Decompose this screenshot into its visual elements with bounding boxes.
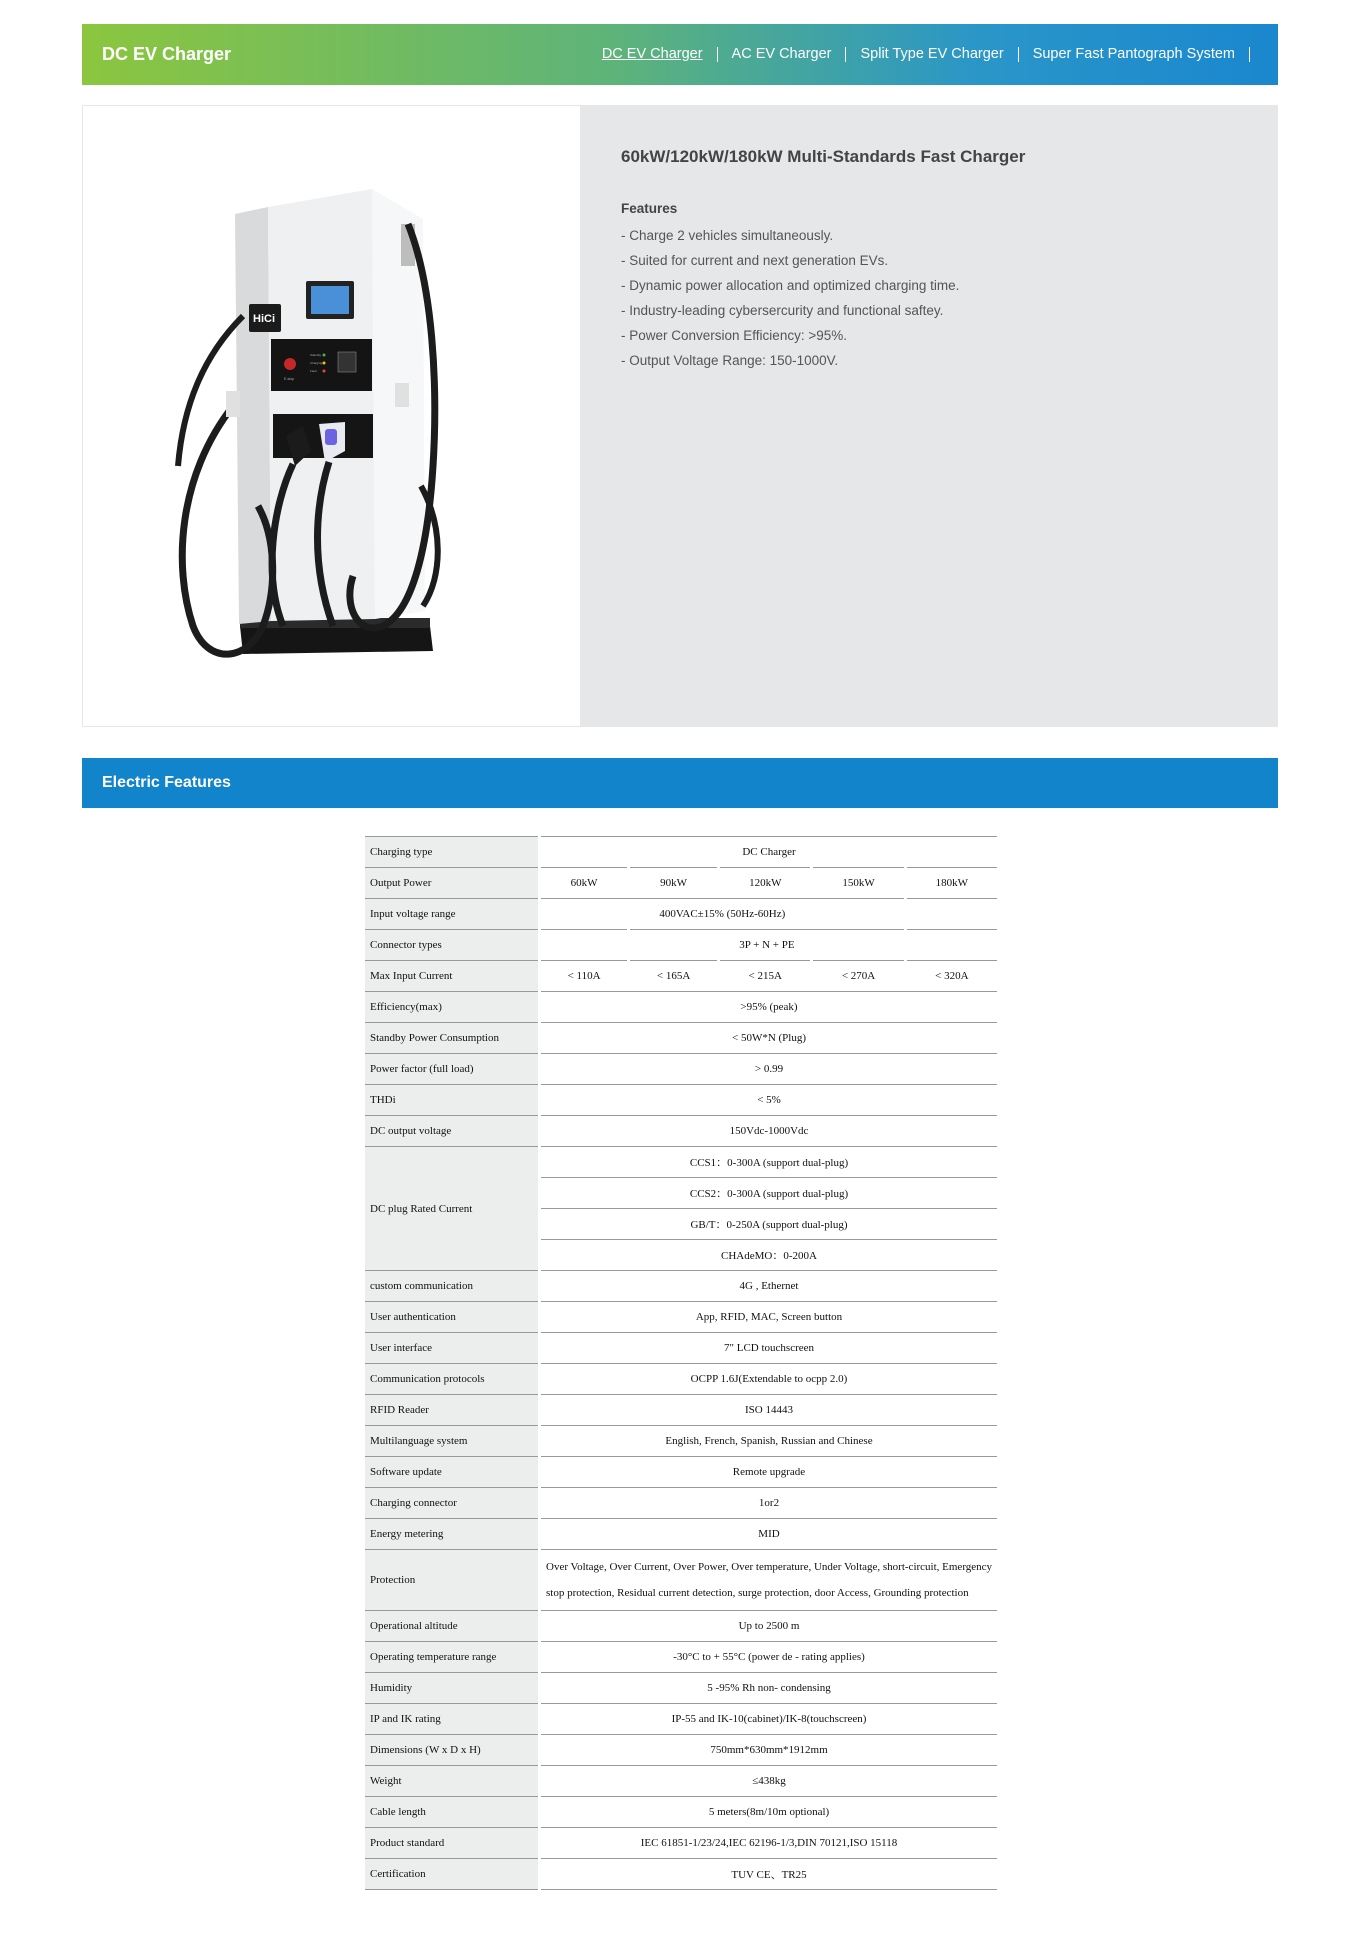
spec-label: RFID Reader bbox=[365, 1394, 538, 1425]
spec-value: 7" LCD touchscreen bbox=[541, 1332, 997, 1363]
table-row bbox=[365, 1456, 997, 1487]
nav-dc-ev-charger[interactable]: DC EV Charger bbox=[588, 47, 718, 62]
svg-text:E-stop: E-stop bbox=[284, 377, 295, 381]
table-row bbox=[365, 1827, 997, 1858]
svg-text:Standby: Standby bbox=[310, 353, 322, 357]
spec-value: 3P + N + PE bbox=[630, 929, 904, 960]
spec-label: Multilanguage system bbox=[365, 1425, 538, 1456]
table-row bbox=[365, 1796, 997, 1827]
spec-value: 1or2 bbox=[541, 1487, 997, 1518]
spec-label: Operational altitude bbox=[365, 1610, 538, 1641]
spec-value-empty bbox=[541, 929, 627, 960]
nav-split-type-ev-charger[interactable]: Split Type EV Charger bbox=[846, 47, 1018, 62]
spec-label: Max Input Current bbox=[365, 960, 538, 991]
table-row bbox=[365, 1363, 997, 1394]
table-row bbox=[365, 1425, 997, 1456]
spec-value: < 165A bbox=[630, 960, 717, 991]
spec-value: CCS1：0-300A (support dual-plug) bbox=[541, 1146, 997, 1177]
category-nav bbox=[588, 47, 1250, 62]
spec-label: Cable length bbox=[365, 1796, 538, 1827]
spec-value: < 320A bbox=[907, 960, 997, 991]
spec-label: Energy metering bbox=[365, 1518, 538, 1549]
table-row bbox=[365, 1084, 997, 1115]
spec-label: Certification bbox=[365, 1858, 538, 1890]
spec-value: Remote upgrade bbox=[541, 1456, 997, 1487]
table-row bbox=[365, 898, 997, 929]
spec-label: Dimensions (W x D x H) bbox=[365, 1734, 538, 1765]
table-row bbox=[365, 867, 997, 898]
product-info bbox=[581, 105, 1278, 727]
spec-label: Connector types bbox=[365, 929, 538, 960]
table-row bbox=[365, 1487, 997, 1518]
table-row bbox=[365, 1146, 997, 1177]
product-title: 60kW/120kW/180kW Multi-Standards Fast Charger bbox=[621, 147, 1026, 166]
spec-label: Input voltage range bbox=[365, 898, 538, 929]
product-overview bbox=[82, 105, 1278, 727]
spec-value: MID bbox=[541, 1518, 997, 1549]
spec-value: 150kW bbox=[813, 867, 903, 898]
spec-value: IEC 61851-1/23/24,IEC 62196-1/3,DIN 70121,ISO 15118 bbox=[541, 1827, 997, 1858]
spec-value: >95% (peak) bbox=[541, 991, 997, 1022]
spec-label: Weight bbox=[365, 1765, 538, 1796]
emergency-stop-icon bbox=[284, 358, 296, 370]
spec-label: Software update bbox=[365, 1456, 538, 1487]
table-row bbox=[365, 1703, 997, 1734]
spec-label: Power factor (full load) bbox=[365, 1053, 538, 1084]
svg-text:Charging: Charging bbox=[310, 361, 323, 365]
table-row bbox=[365, 1641, 997, 1672]
spec-value: CHAdeMO：0-200A bbox=[541, 1239, 997, 1270]
feature-item: - Suited for current and next generation EVs. bbox=[621, 253, 889, 268]
spec-value: 120kW bbox=[720, 867, 810, 898]
spec-value: < 50W*N (Plug) bbox=[541, 1022, 997, 1053]
spec-value: Up to 2500 m bbox=[541, 1610, 997, 1641]
table-row bbox=[365, 1394, 997, 1425]
spec-value: OCPP 1.6J(Extendable to ocpp 2.0) bbox=[541, 1363, 997, 1394]
spec-value: GB/T：0-250A (support dual-plug) bbox=[541, 1208, 997, 1239]
svg-text:Fault: Fault bbox=[310, 369, 317, 373]
table-row bbox=[365, 1022, 997, 1053]
feature-item: - Output Voltage Range: 150-1000V. bbox=[621, 353, 839, 368]
spec-value: Over Voltage, Over Current, Over Power, Over temperature, Under Voltage, short-circuit, Emergency stop protection, Residual current detection, surge protection, door Access, Grounding protection bbox=[541, 1549, 997, 1610]
table-row bbox=[365, 929, 997, 960]
spec-value: IP-55 and IK-10(cabinet)/IK-8(touchscreen) bbox=[541, 1703, 997, 1734]
features-heading: Features bbox=[621, 201, 678, 216]
spec-label: DC plug Rated Current bbox=[365, 1146, 538, 1270]
spec-label: Operating temperature range bbox=[365, 1641, 538, 1672]
spec-value: 750mm*630mm*1912mm bbox=[541, 1734, 997, 1765]
spec-label: Efficiency(max) bbox=[365, 991, 538, 1022]
spec-value: English, French, Spanish, Russian and Chinese bbox=[541, 1425, 997, 1456]
spec-value: < 270A bbox=[813, 960, 903, 991]
spec-label: DC output voltage bbox=[365, 1115, 538, 1146]
spec-value: ≤438kg bbox=[541, 1765, 997, 1796]
spec-label: Communication protocols bbox=[365, 1363, 538, 1394]
spec-label: IP and IK rating bbox=[365, 1703, 538, 1734]
feature-item: - Power Conversion Efficiency: >95%. bbox=[621, 328, 847, 343]
spec-label: Standby Power Consumption bbox=[365, 1022, 538, 1053]
charger-illustration bbox=[83, 106, 580, 726]
table-row bbox=[365, 1270, 997, 1301]
spec-value: DC Charger bbox=[541, 836, 997, 867]
spec-label: User interface bbox=[365, 1332, 538, 1363]
table-row bbox=[365, 1672, 997, 1703]
spec-value: App, RFID, MAC, Screen button bbox=[541, 1301, 997, 1332]
feature-item: - Charge 2 vehicles simultaneously. bbox=[621, 228, 834, 243]
spec-value: CCS2：0-300A (support dual-plug) bbox=[541, 1177, 997, 1208]
spec-label: Charging connector bbox=[365, 1487, 538, 1518]
spec-value: 4G , Ethernet bbox=[541, 1270, 997, 1301]
table-row bbox=[365, 991, 997, 1022]
page-header bbox=[82, 24, 1278, 85]
spec-value: -30°C to + 55°C (power de - rating applies) bbox=[541, 1641, 997, 1672]
spec-value: < 5% bbox=[541, 1084, 997, 1115]
brand-logo: HiCi bbox=[253, 313, 275, 325]
table-row bbox=[365, 1734, 997, 1765]
section-title: Electric Features bbox=[102, 774, 231, 791]
spec-value: 180kW bbox=[907, 867, 997, 898]
product-image bbox=[82, 105, 581, 727]
table-row bbox=[365, 1053, 997, 1084]
spec-label: THDi bbox=[365, 1084, 538, 1115]
table-row bbox=[365, 1765, 997, 1796]
table-row bbox=[365, 1549, 997, 1610]
table-row bbox=[365, 960, 997, 991]
spec-value: 150Vdc-1000Vdc bbox=[541, 1115, 997, 1146]
page-title: DC EV Charger bbox=[102, 44, 232, 64]
spec-label: Charging type bbox=[365, 836, 538, 867]
spec-label: Product standard bbox=[365, 1827, 538, 1858]
feature-item: - Industry-leading cybersercurity and functional saftey. bbox=[621, 303, 944, 318]
spec-value: TUV CE、TR25 bbox=[541, 1858, 997, 1890]
table-row bbox=[365, 1518, 997, 1549]
spec-value: < 215A bbox=[720, 960, 810, 991]
spec-value-empty bbox=[907, 929, 997, 960]
nav-super-fast-pantograph[interactable]: Super Fast Pantograph System bbox=[1019, 47, 1250, 62]
spec-label: Protection bbox=[365, 1549, 538, 1610]
spec-label: User authentication bbox=[365, 1301, 538, 1332]
table-row bbox=[365, 1115, 997, 1146]
spec-value: 60kW bbox=[541, 867, 627, 898]
section-header bbox=[82, 758, 1278, 808]
spec-value: 5 meters(8m/10m optional) bbox=[541, 1796, 997, 1827]
table-row bbox=[365, 1858, 997, 1890]
spec-label: Output Power bbox=[365, 867, 538, 898]
table-row bbox=[365, 1301, 997, 1332]
table-row bbox=[365, 1610, 997, 1641]
table-row bbox=[365, 836, 997, 867]
spec-value: 5 -95% Rh non- condensing bbox=[541, 1672, 997, 1703]
spec-value: 400VAC±15% (50Hz-60Hz) bbox=[541, 898, 904, 929]
spec-value: < 110A bbox=[541, 960, 627, 991]
spec-label: Humidity bbox=[365, 1672, 538, 1703]
table-row bbox=[365, 1332, 997, 1363]
spec-label: custom communication bbox=[365, 1270, 538, 1301]
spec-value: 90kW bbox=[630, 867, 717, 898]
nav-ac-ev-charger[interactable]: AC EV Charger bbox=[718, 47, 847, 62]
feature-item: - Dynamic power allocation and optimized charging time. bbox=[621, 278, 960, 293]
spec-value: > 0.99 bbox=[541, 1053, 997, 1084]
spec-value: ISO 14443 bbox=[541, 1394, 997, 1425]
spec-value-empty bbox=[907, 898, 997, 929]
spec-table bbox=[362, 836, 1000, 1890]
